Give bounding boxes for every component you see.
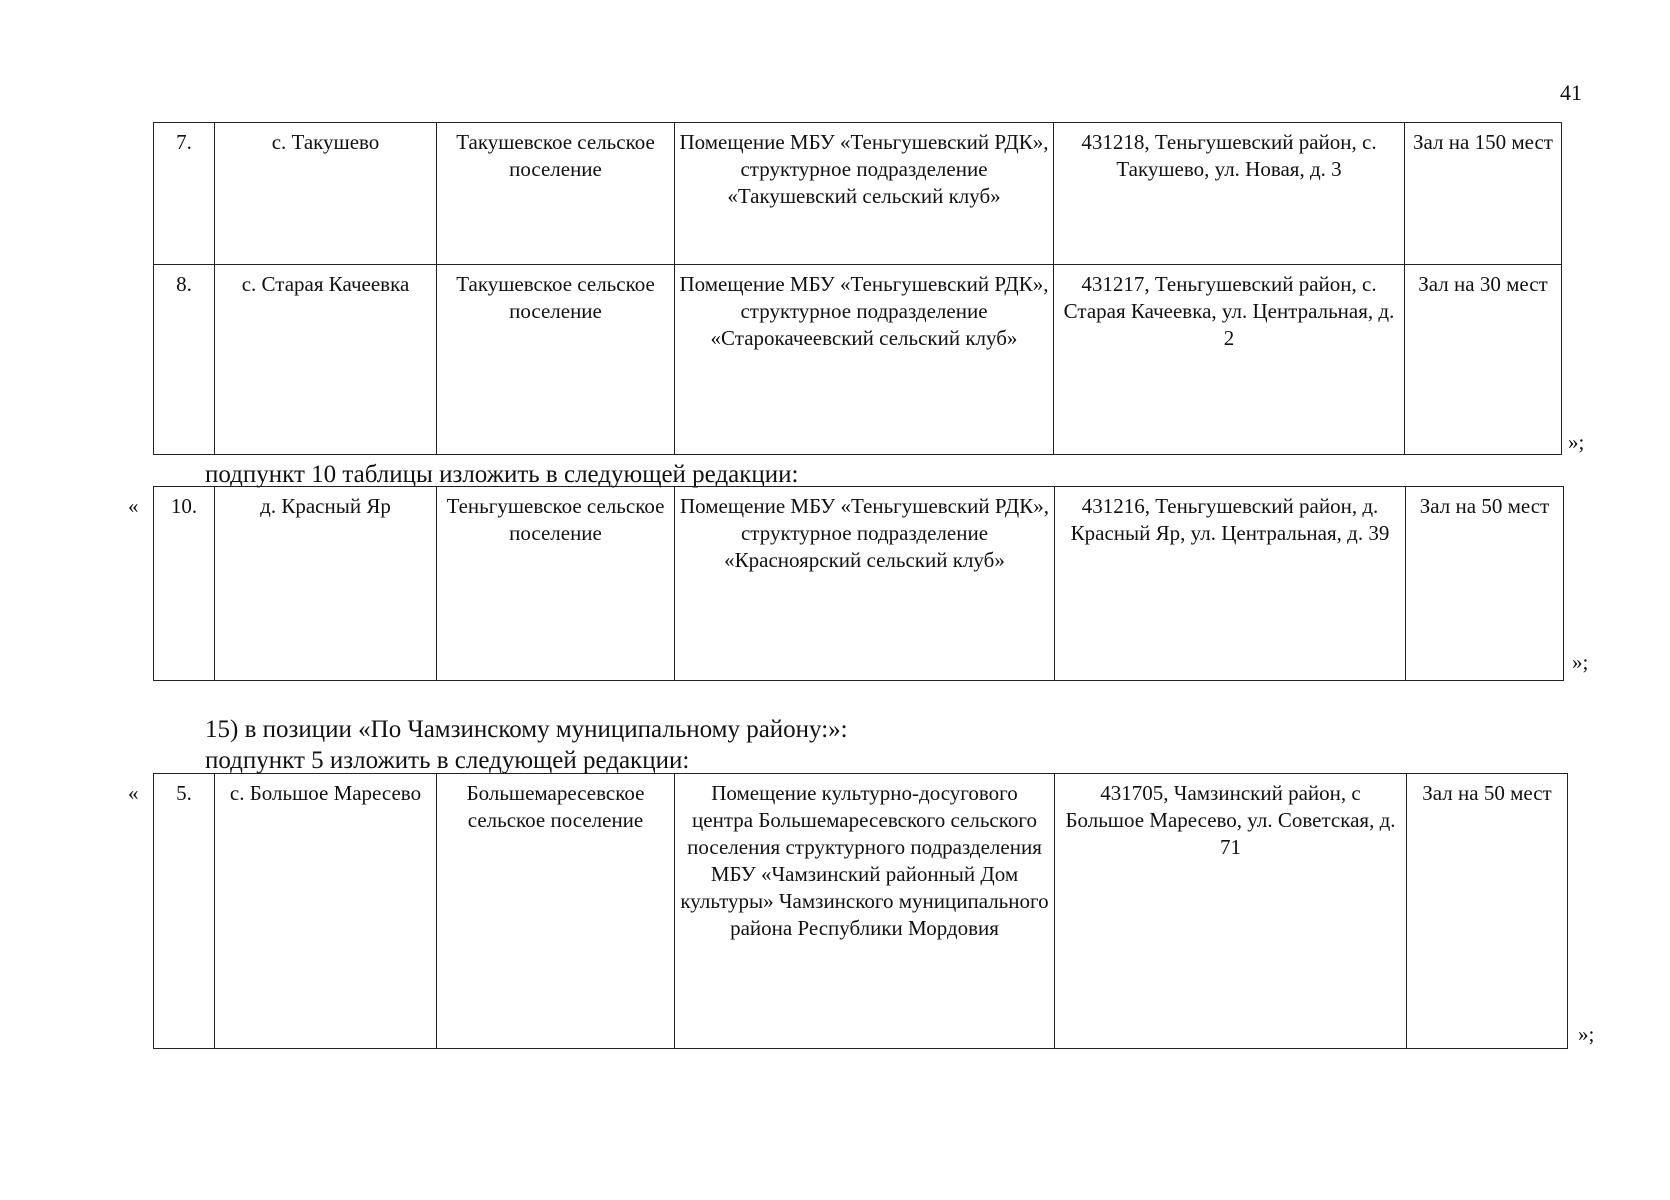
hall-capacity-cell: Зал на 50 мест [1406, 487, 1564, 681]
premises-cell: Помещение культурно-досугового центра Большемаресевского сельского поселения структурного подразделения МБУ «Чамзинский районный Дом культуры» Чамзинского муниципального района Республики Мордовия [675, 774, 1055, 1049]
hall-capacity-cell: Зал на 50 мест [1407, 774, 1568, 1049]
instruction-subpoint-5: подпункт 5 изложить в следующей редакции: [205, 747, 690, 774]
hall-capacity-cell: Зал на 150 мест [1405, 123, 1562, 265]
table-takushevo [153, 122, 1562, 455]
closing-quote: »; [1568, 430, 1585, 454]
section-15-heading: 15) в позиции «По Чамзинскому муниципальному району:»: [205, 716, 848, 743]
municipality-cell: Такушевское сельское поселение [437, 123, 675, 265]
premises-cell: Помещение МБУ «Теньгушевский РДК», структурное подразделение «Такушевский сельский клуб» [675, 123, 1054, 265]
row-number: 8. [154, 265, 215, 455]
row-number: 5. [154, 774, 215, 1049]
address-cell: 431705, Чамзинский район, с Большое Маресево, ул. Советская, д. 71 [1055, 774, 1407, 1049]
settlement-cell: д. Красный Яр [215, 487, 437, 681]
hall-capacity-cell: Зал на 30 мест [1405, 265, 1562, 455]
premises-cell: Помещение МБУ «Теньгушевский РДК», структурное подразделение «Старокачеевский сельский клуб» [675, 265, 1054, 455]
municipality-cell: Теньгушевское сельское поселение [437, 487, 675, 681]
municipality-cell: Такушевское сельское поселение [437, 265, 675, 455]
address-cell: 431216, Теньгушевский район, д. Красный Яр, ул. Центральная, д. 39 [1055, 487, 1406, 681]
closing-quote: »; [1572, 650, 1589, 674]
page-number: 41 [1560, 80, 1582, 105]
premises-cell: Помещение МБУ «Теньгушевский РДК», структурное подразделение «Красноярский сельский клуб» [675, 487, 1055, 681]
opening-quote: « [128, 781, 139, 805]
settlement-cell: с. Большое Маресево [215, 774, 437, 1049]
row-number: 10. [154, 487, 215, 681]
closing-quote: »; [1578, 1022, 1595, 1046]
address-cell: 431217, Теньгушевский район, с. Старая Качеевка, ул. Центральная, д. 2 [1054, 265, 1405, 455]
settlement-cell: с. Такушево [215, 123, 437, 265]
table-row [154, 123, 1562, 265]
instruction-subpoint-10: подпункт 10 таблицы изложить в следующей редакции: [205, 461, 799, 488]
table-row [154, 487, 1564, 681]
table-krasny-yar [153, 486, 1564, 681]
address-cell: 431218, Теньгушевский район, с. Такушево, ул. Новая, д. 3 [1054, 123, 1405, 265]
row-number: 7. [154, 123, 215, 265]
settlement-cell: с. Старая Качеевка [215, 265, 437, 455]
opening-quote: « [128, 494, 139, 518]
municipality-cell: Большемаресевское сельское поселение [437, 774, 675, 1049]
table-row [154, 265, 1562, 455]
table-bolshoe-maresevo [153, 773, 1568, 1049]
table-row [154, 774, 1568, 1049]
